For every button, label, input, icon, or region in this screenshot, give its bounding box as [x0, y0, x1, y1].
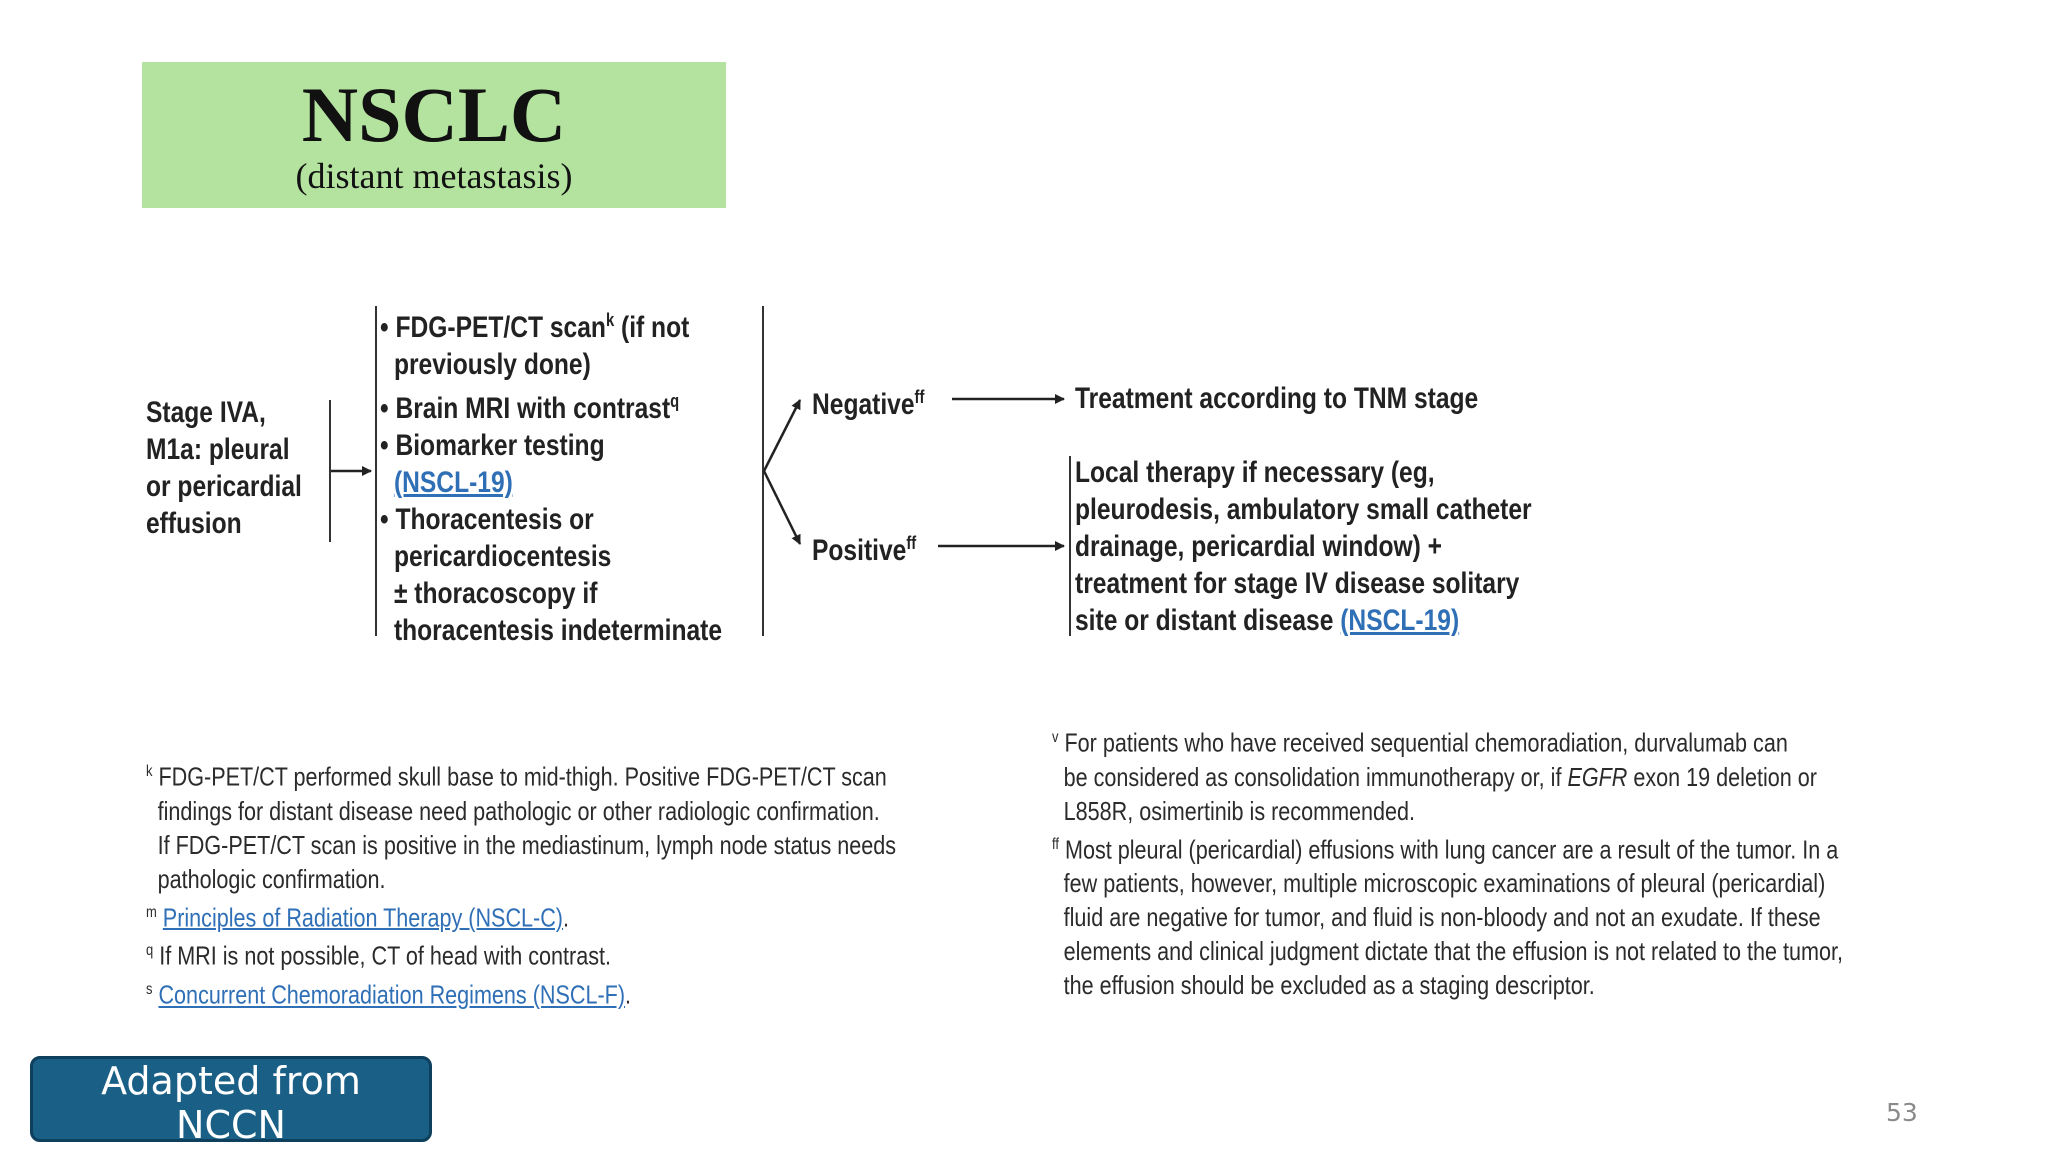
- footnote-k: $^k$ FDG-PET/CT performed skull base to mid-thigh. Positive FDG-PET/CT scan: [146, 761, 887, 792]
- nscl-19-link[interactable]: (NSCL-19): [1340, 604, 1460, 637]
- slide-title: NSCLC: [301, 71, 567, 158]
- positive-result: Local therapy if necessary (eg, pleurodesis, ambulatory small catheter drainage, pericardial window) + treatment for stage IV disease solitary site or distant disease (NSCL-19): [1075, 456, 1532, 637]
- footnote-ff: $^{ff}$ Most pleural (pericardial) effusions with lung cancer are a result of the tumor. In a: [1052, 834, 1839, 865]
- footnotes-right: $^v$ For patients who have received sequential chemoradiation, durvalumab can be considered as consolidation immunotherapy or, if EGFR exon 19 deletion or L858R, osimertinib is recommended. $^{ff}$ Most pleural (pericardial) effusions with lung cancer are a result of the tumor. In a few patients, however, multiple microscopic examinations of pleural (pericardial) fluid are negative for tumor, and fluid is non-bloody and not an exudate. If these elements and clinical judgment dictate that the effusion is not related to the tumor, the effusion should be excluded as a staging descriptor.: [1052, 721, 1843, 1002]
- workup-item: • Brain MRI with contrast$^q$: [380, 391, 680, 425]
- negative-result: Treatment according to TNM stage: [1075, 382, 1479, 415]
- positive-label: Positive$^{ff}$: [812, 533, 917, 567]
- start-line: M1a: pleural: [146, 433, 290, 466]
- page-number: 53: [1886, 1098, 1918, 1127]
- workup-item: • Biomarker testing: [380, 429, 605, 462]
- start-line: Stage IVA,: [146, 396, 266, 429]
- start-line: effusion: [146, 507, 242, 540]
- workup-list: • FDG-PET/CT scan$^k$ (if not previously done) • Brain MRI with contrast$^q$ • Biomarker testing (NSCL-19) • Thoracentesis or pericardiocentesis ± thoracoscopy if thoracentesis indeterminate: [380, 302, 722, 649]
- footnote-q: $^q$ If MRI is not possible, CT of head with contrast.: [146, 940, 611, 971]
- footnote-m: $^m$ Principles of Radiation Therapy (NSCL-C).: [146, 902, 569, 933]
- arrow-to-negative: [764, 400, 800, 471]
- workup-item: • FDG-PET/CT scan$^k$ (if not: [380, 310, 690, 344]
- chemoradiation-regimens-link[interactable]: Concurrent Chemoradiation Regimens (NSCL-F): [158, 979, 626, 1010]
- workup-item: • Thoracentesis or: [380, 503, 594, 536]
- source-badge: Adapted from NCCN: [30, 1056, 432, 1142]
- footnote-v: $^v$ For patients who have received sequential chemoradiation, durvalumab can: [1052, 727, 1788, 758]
- footnotes-left: $^k$ FDG-PET/CT performed skull base to mid-thigh. Positive FDG-PET/CT scan findings for distant disease need pathologic or other radiologic confirmation. If FDG-PET/CT scan is positive in the mediastinum, lymph node status needs pathologic confirmation. $^m$ Principles of Radiation Therapy (NSCL-C). $^q$ If MRI is not possible, CT of head with contrast. $^s$ Concurrent Chemoradiation Regimens (NSCL-F).: [146, 755, 896, 1012]
- start-line: or pericardial: [146, 470, 302, 503]
- arrow-to-positive: [764, 471, 800, 544]
- footnote-s: $^s$ Concurrent Chemoradiation Regimens (NSCL-F).: [146, 979, 632, 1010]
- radiation-therapy-link[interactable]: Principles of Radiation Therapy (NSCL-C): [162, 902, 563, 933]
- nscl-19-link[interactable]: (NSCL-19): [393, 466, 513, 499]
- slide-subtitle: (distant metastasis): [295, 156, 573, 196]
- negative-label: Negative$^{ff}$: [812, 387, 925, 421]
